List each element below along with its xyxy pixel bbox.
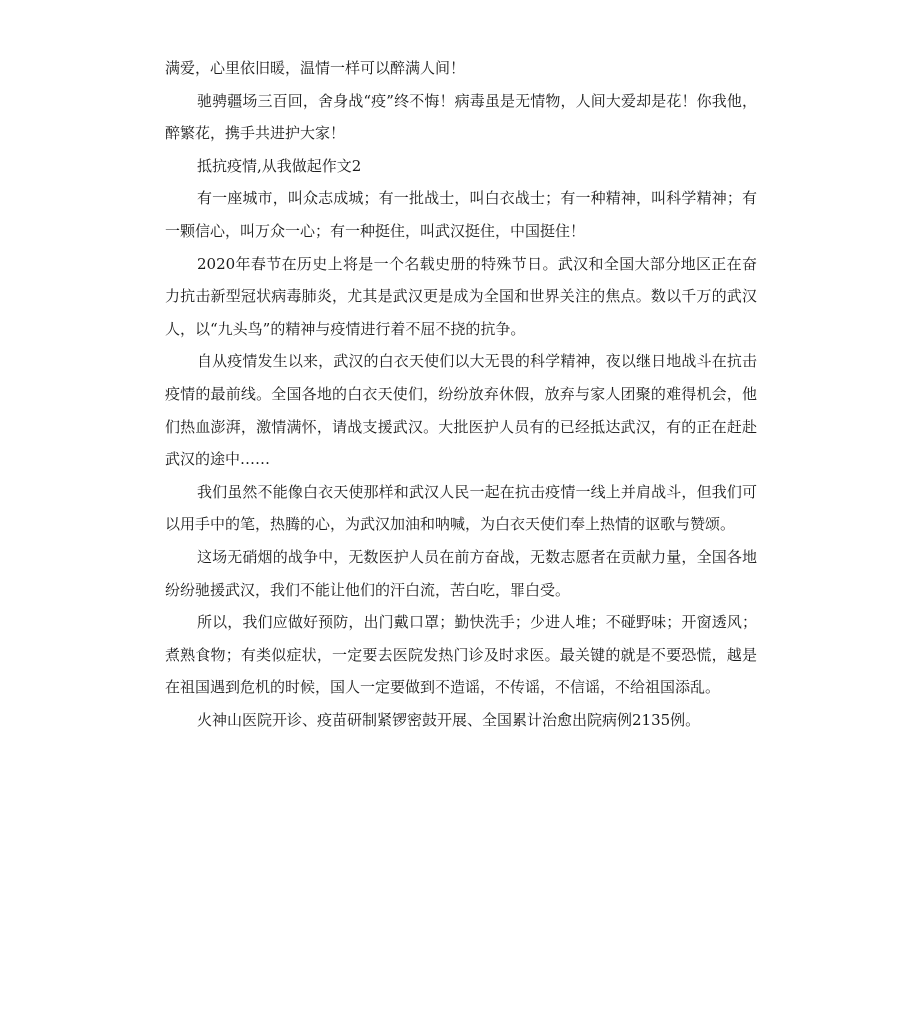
- document-body: [165, 52, 757, 736]
- paragraph-7: 这场无硝烟的战争中，无数医护人员在前方奋战，无数志愿者在贡献力量，全国各地纷纷驰援武汉，我们不能让他们的汗白流，苦白吃，罪白受。: [165, 547, 757, 599]
- paragraph-2: 驰骋疆场三百回，舍身战“疫”终不悔！病毒虽是无情物，人间大爱却是花！你我他，醉繁花，携手共进护大家！: [165, 91, 757, 143]
- paragraph-3: 有一座城市，叫众志成城；有一批战士，叫白衣战士；有一种精神，叫科学精神；有一颗信心，叫万众一心；有一种挺住，叫武汉挺住，中国挺住！: [165, 189, 757, 240]
- paragraph-5: 自从疫情发生以来，武汉的白衣天使们以大无畏的科学精神，夜以继日地战斗在抗击疫情的最前线。全国各地的白衣天使们，纷纷放弃休假，放弃与家人团聚的难得机会，他们热血澎湃，激情满怀，请战支援武汉。大批医护人员有的已经抵达武汉，有的正在赶赴武汉的途中……: [165, 352, 757, 469]
- paragraph-9: 火神山医院开诊、疫苗研制紧锣密鼓开展、全国累计治愈出院病例2135例。: [197, 710, 701, 729]
- paragraph-8: 所以，我们应做好预防，出门戴口罩；勤快洗手；少进人堆；不碰野味；开窗透风；煮熟食物；有类似症状，一定要去医院发热门诊及时求医。最关键的就是不要恐慌，越是在祖国遇到危机的时候，国人一定要做到不造谣，不传谣，不信谣，不给祖国添乱。: [165, 613, 757, 697]
- paragraph-4: 2020年春节在历史上将是一个名载史册的特殊节日。武汉和全国大部分地区正在奋力抗击新型冠状病毒肺炎，尤其是武汉更是成为全国和世界关注的焦点。数以千万的武汉人，以“九头鸟”的精神与疫情进行着不屈不挠的抗争。: [165, 254, 757, 338]
- paragraph-6: 我们虽然不能像白衣天使那样和武汉人民一起在抗击疫情一线上并肩战斗，但我们可以用手中的笔，热腾的心，为武汉加油和呐喊，为白衣天使们奉上热情的讴歌与赞颂。: [165, 482, 757, 534]
- paragraph-1: 满爱，心里依旧暖，温情一样可以醉满人间！: [165, 59, 466, 77]
- essay-heading: 抵抗疫情,从我做起作文2: [197, 156, 362, 175]
